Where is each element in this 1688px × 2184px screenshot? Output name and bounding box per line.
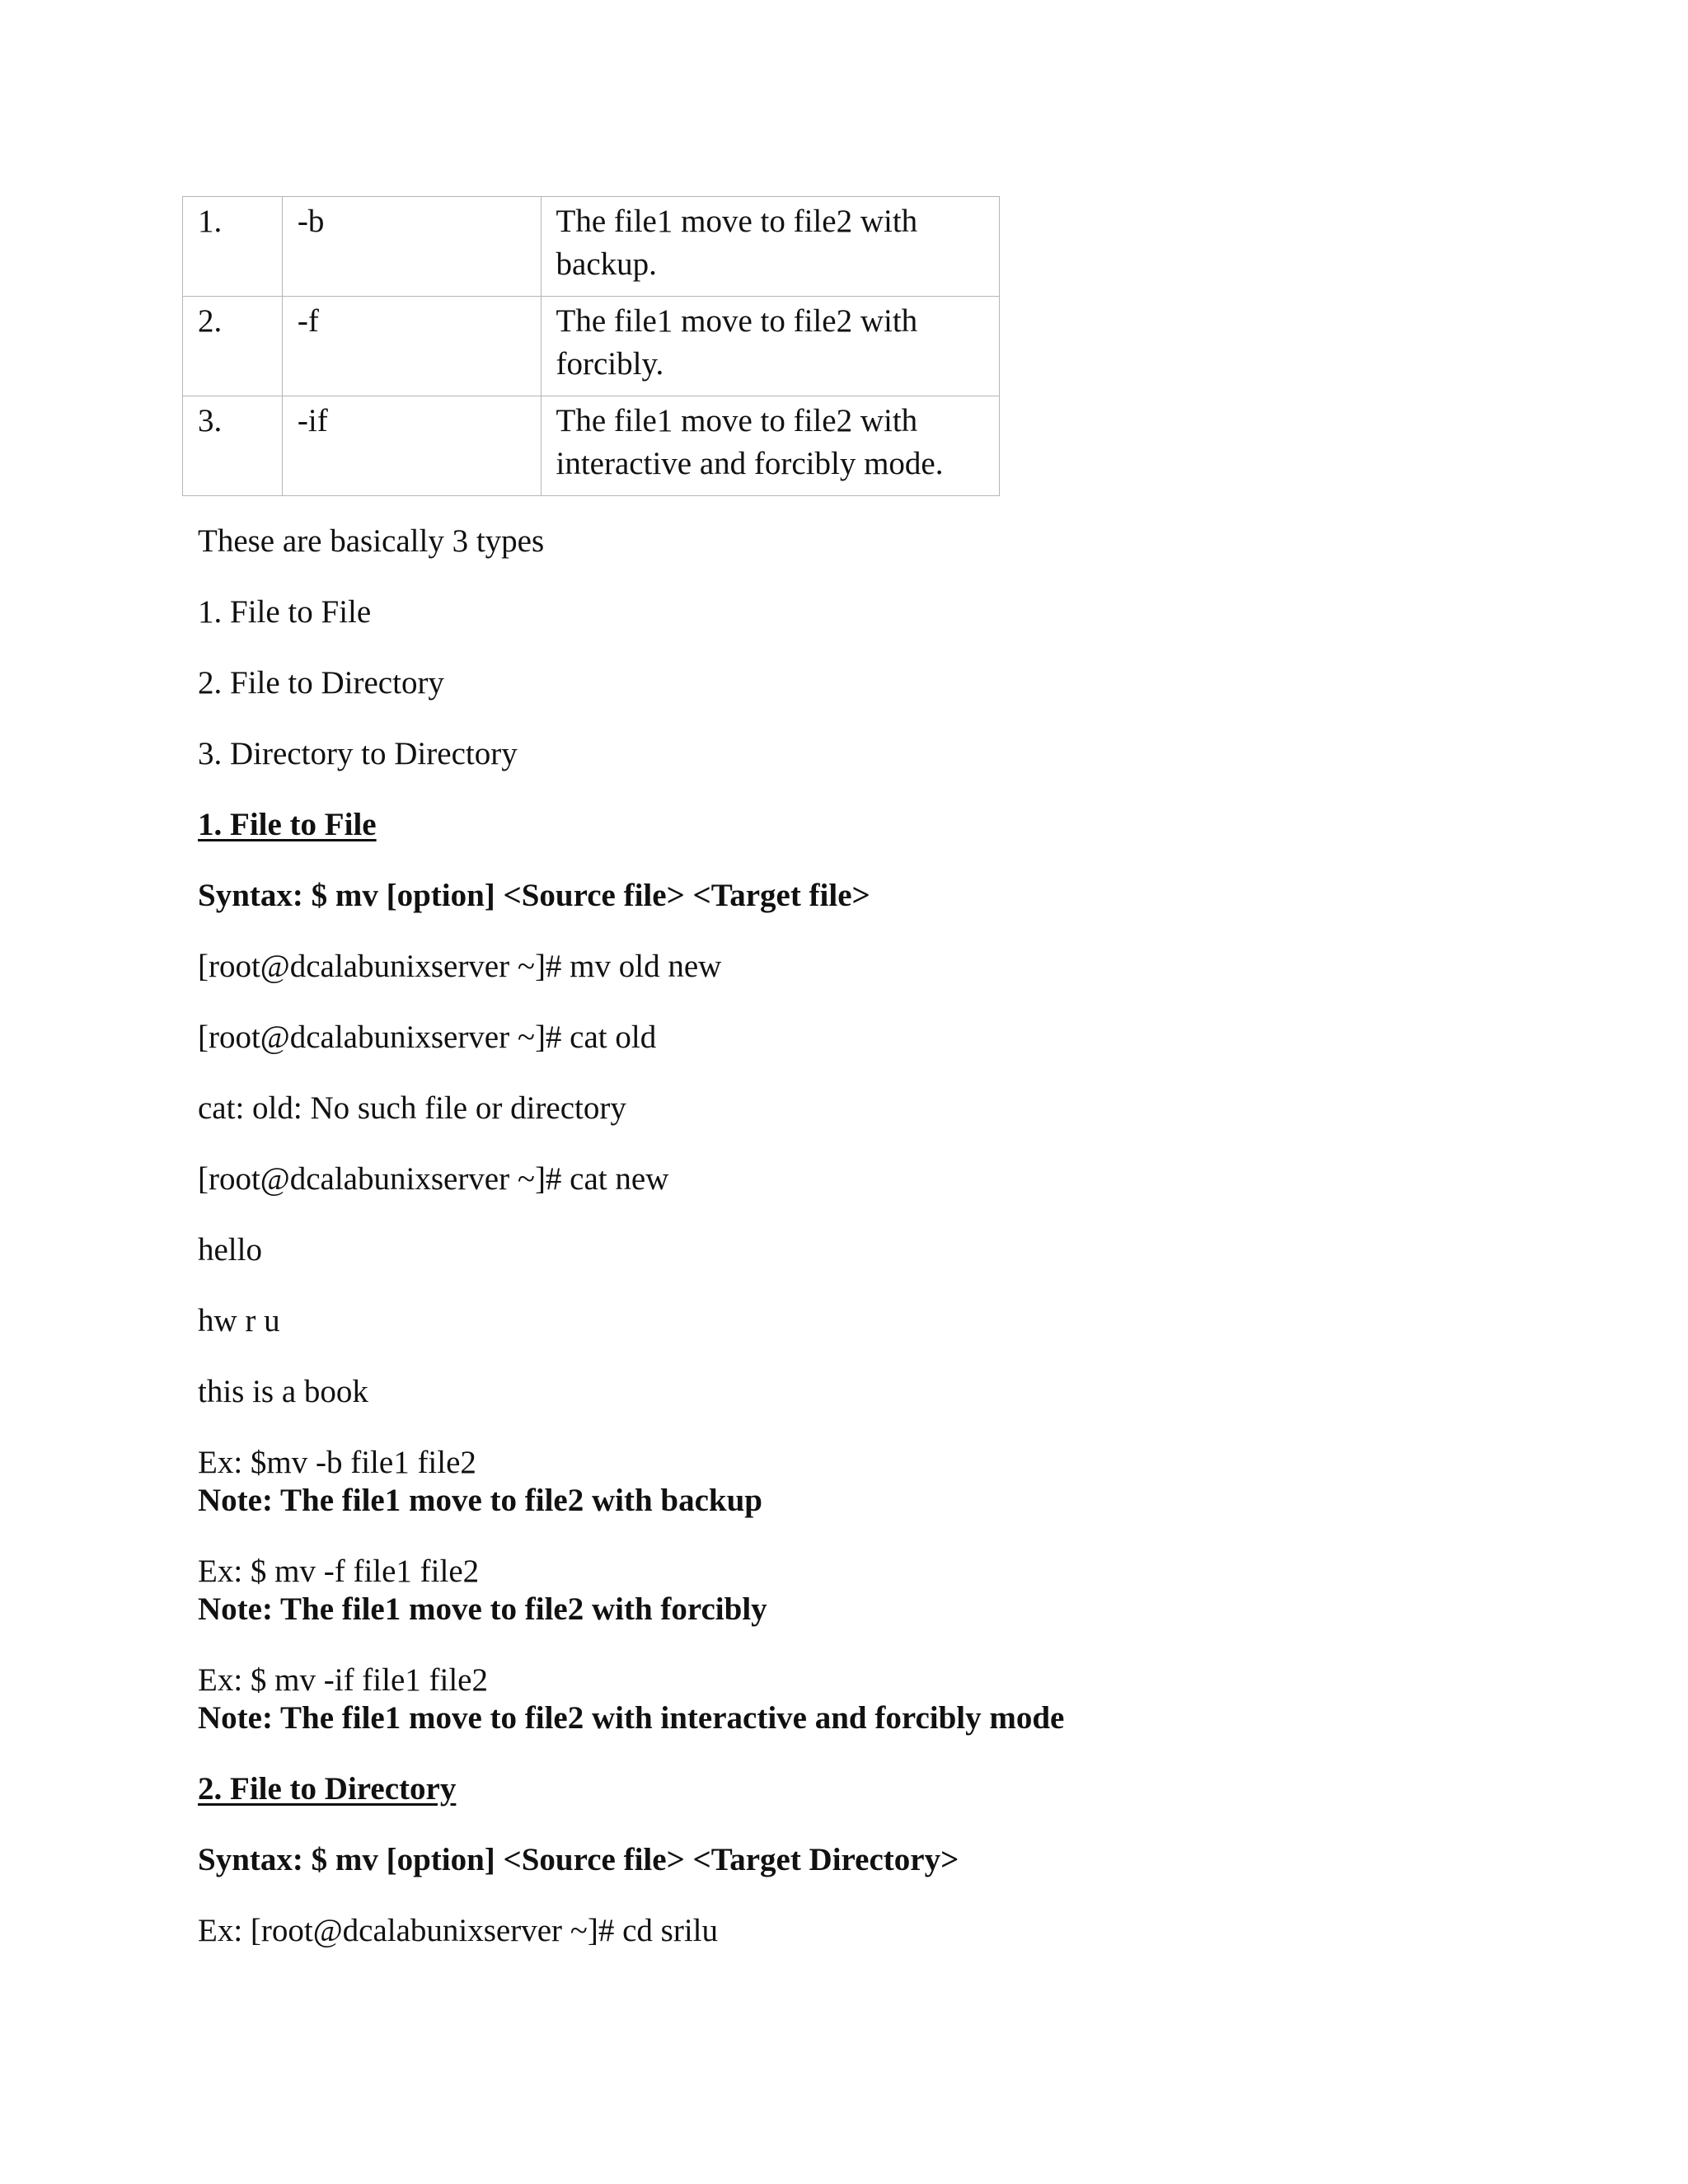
option-description bbox=[541, 297, 999, 396]
option-flag: -f bbox=[282, 297, 541, 396]
types-intro-text: These are basically 3 types bbox=[198, 523, 545, 559]
option-description bbox=[541, 197, 999, 297]
type-list-item: 1. File to File bbox=[198, 594, 372, 630]
row-number: 1. bbox=[183, 197, 283, 297]
description-line: The file1 move to file2 with bbox=[556, 303, 918, 339]
section-heading-file-to-file: 1. File to File bbox=[198, 807, 377, 842]
command-output: hw r u bbox=[198, 1303, 280, 1338]
example-command: Ex: [root@dcalabunixserver ~]# cd srilu bbox=[198, 1913, 718, 1948]
command-output: this is a book bbox=[198, 1374, 368, 1409]
option-flag: -b bbox=[282, 197, 541, 297]
table-row bbox=[183, 197, 1000, 297]
syntax-line: Syntax: $ mv [option] <Source file> <Target file> bbox=[198, 878, 870, 913]
description-line: backup. bbox=[556, 246, 657, 282]
section-heading-file-to-directory: 2. File to Directory bbox=[198, 1771, 457, 1807]
option-description bbox=[541, 396, 999, 496]
command-line: [root@dcalabunixserver ~]# cat new bbox=[198, 1161, 669, 1197]
mv-options-table bbox=[182, 196, 1000, 496]
example-command: Ex: $ mv -if file1 file2 bbox=[198, 1662, 488, 1698]
row-number: 3. bbox=[183, 396, 283, 496]
type-list-item: 2. File to Directory bbox=[198, 665, 444, 701]
table-row bbox=[183, 297, 1000, 396]
example-command: Ex: $mv -b file1 file2 bbox=[198, 1445, 476, 1480]
example-note: Note: The file1 move to file2 with forcibly bbox=[198, 1591, 767, 1627]
description-line: interactive and forcibly mode. bbox=[556, 446, 944, 481]
command-line: [root@dcalabunixserver ~]# cat old bbox=[198, 1019, 657, 1055]
command-output: hello bbox=[198, 1232, 262, 1268]
description-line: The file1 move to file2 with bbox=[556, 403, 918, 438]
description-line: The file1 move to file2 with bbox=[556, 204, 918, 239]
table-row bbox=[183, 396, 1000, 496]
example-note: Note: The file1 move to file2 with backup bbox=[198, 1483, 762, 1518]
option-flag: -if bbox=[282, 396, 541, 496]
description-line: forcibly. bbox=[556, 346, 664, 382]
example-note: Note: The file1 move to file2 with interactive and forcibly mode bbox=[198, 1700, 1065, 1736]
row-number: 2. bbox=[183, 297, 283, 396]
syntax-line: Syntax: $ mv [option] <Source file> <Target Directory> bbox=[198, 1842, 959, 1877]
example-command: Ex: $ mv -f file1 file2 bbox=[198, 1554, 480, 1589]
command-output: cat: old: No such file or directory bbox=[198, 1090, 626, 1126]
type-list-item: 3. Directory to Directory bbox=[198, 736, 518, 771]
command-line: [root@dcalabunixserver ~]# mv old new bbox=[198, 949, 722, 984]
